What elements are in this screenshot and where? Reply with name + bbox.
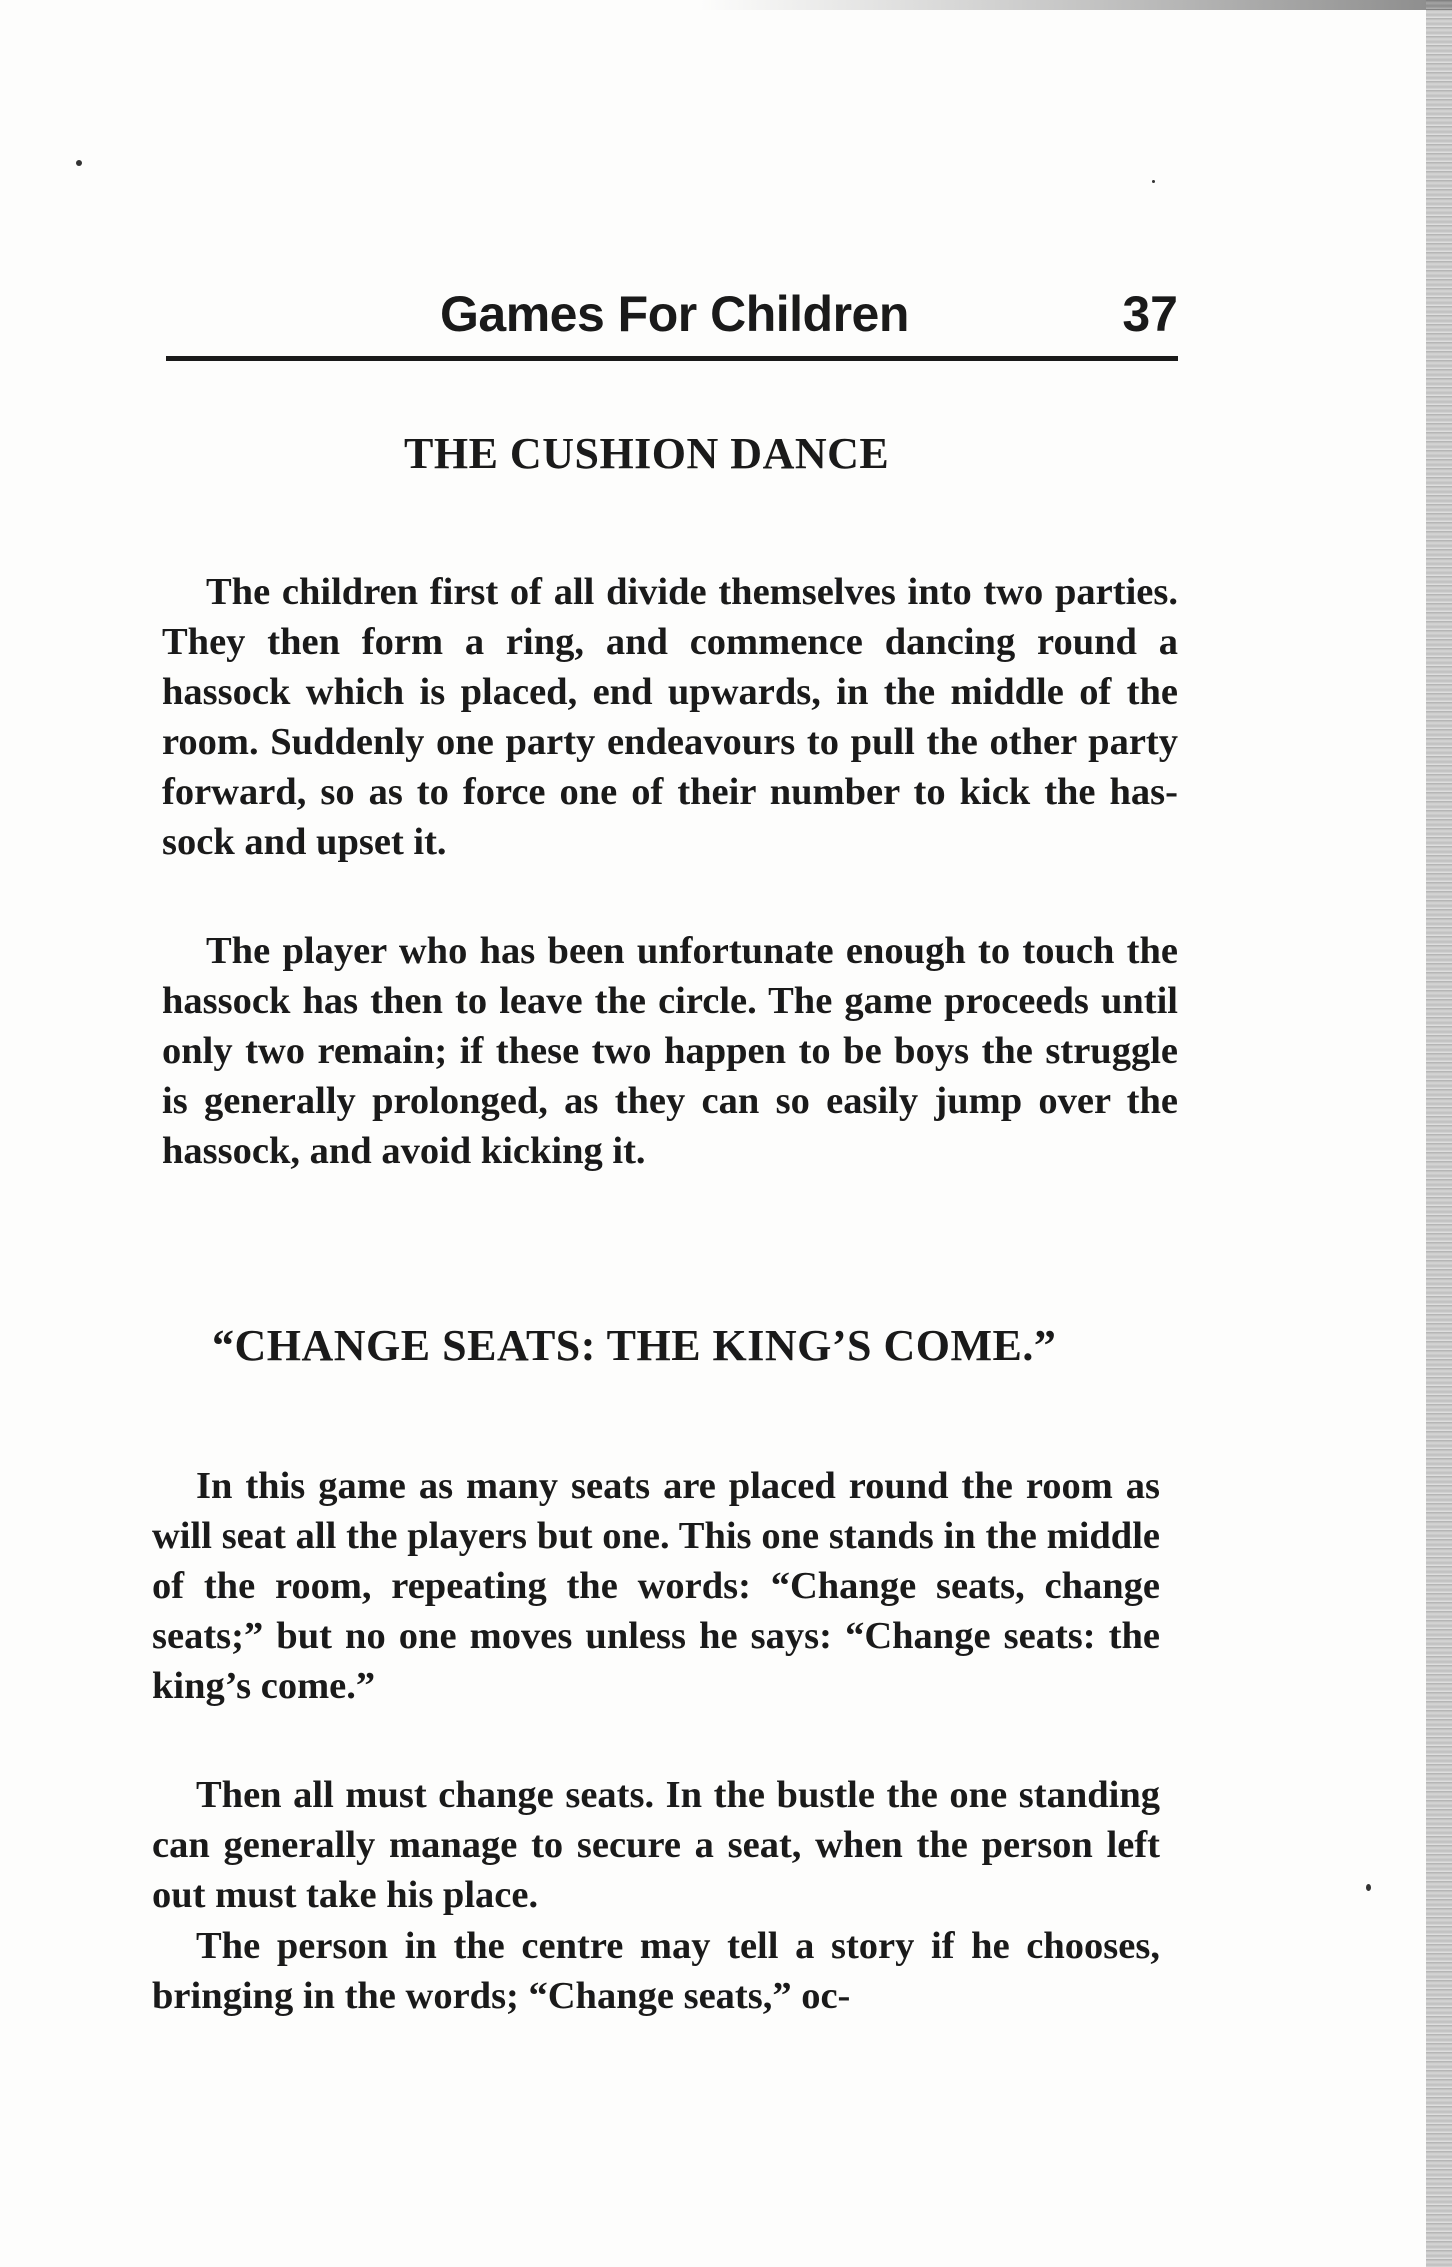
paragraph: The children first of all divide themselves into two parties. They then form a ring, and commence dancing round a hassock which is placed, end upwards, in the middle of the room. Suddenly one party endeavours to pull the other party forward, so as to force one of their number to kick the hassock and upset it.: [162, 570, 1178, 863]
scan-edge-top: [700, 0, 1452, 10]
scan-speck: [1152, 180, 1155, 183]
paragraph: The person in the centre may tell a story if he chooses, bringing in the words; “Change seats,” oc-: [152, 1924, 1160, 2017]
running-head-title: Games For Children: [440, 286, 909, 342]
scan-speck: [1366, 1884, 1371, 1891]
scan-speck: [76, 160, 82, 166]
section-heading-change-seats: “CHANGE SEATS: THE KING’S COME.”: [212, 1321, 1057, 1370]
section-heading-cushion-dance: THE CUSHION DANCE: [404, 429, 890, 478]
page-number: 37: [1122, 286, 1178, 342]
scan-edge-right: [1426, 0, 1452, 2267]
paragraph: The player who has been unfortunate enough to touch the hassock has then to leave the circle. The game proceeds until only two remain; if these two happen to be boys the struggle is generally prolonged, as they can so easily jump over the hassock, and avoid kicking it.: [162, 929, 1178, 1172]
running-head: [166, 282, 1178, 346]
header-rule: [166, 356, 1178, 361]
paragraph: Then all must change seats. In the bustle the one standing can generally manage to secure a seat, when the person left out must take his place.: [152, 1773, 1160, 1916]
paragraph: In this game as many seats are placed round the room as will seat all the players but one. This one stands in the middle of the room, repeating the words: “Change seats, change seats;” but no one moves unless he says: “Change seats: the king’s come.”: [152, 1464, 1160, 1707]
